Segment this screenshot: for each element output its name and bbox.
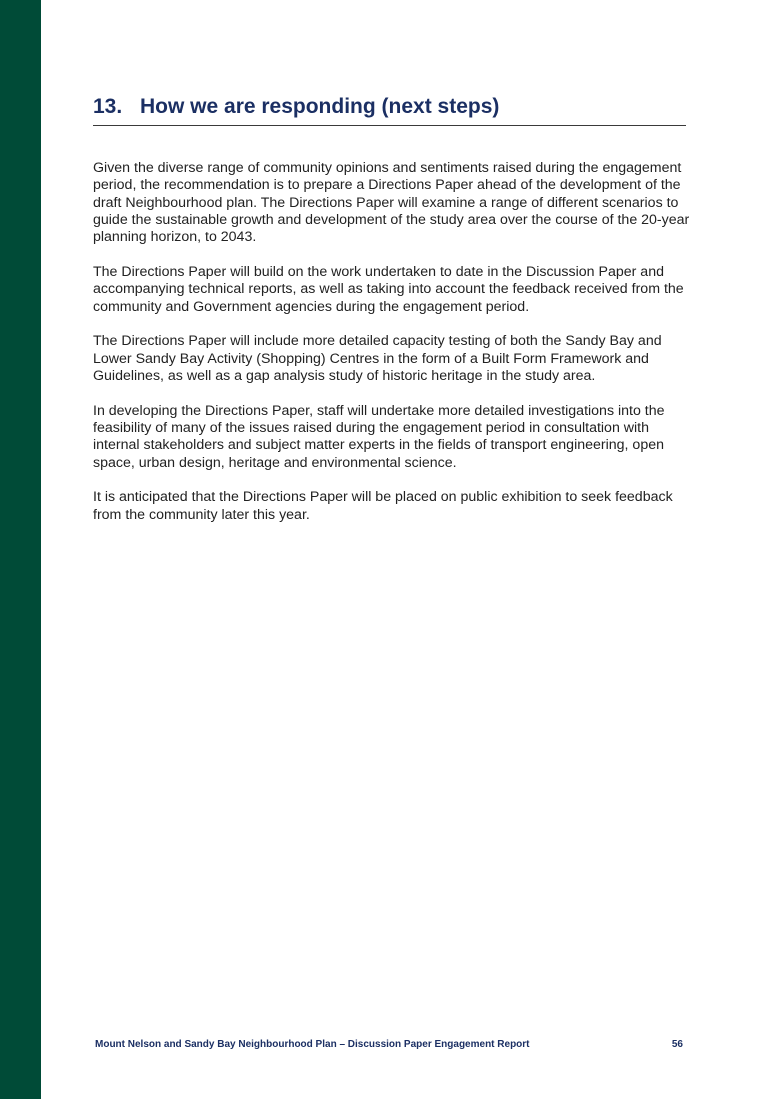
paragraph: It is anticipated that the Directions Paper will be placed on public exhibition to seek feedback from the community later this year. <box>93 489 673 523</box>
section-title: How we are responding (next steps) <box>140 95 500 118</box>
side-color-bar <box>0 0 41 1099</box>
body-content <box>93 160 693 542</box>
paragraph: In developing the Directions Paper, staff will undertake more detailed investigations into the feasibility of many of the issues raised during the engagement period in consultation with internal stakeholders and subject matter experts in the fields of transport engineering, open space, urban design, heritage and environmental science. <box>93 402 665 471</box>
page-footer <box>95 1038 685 1052</box>
paragraph: Given the diverse range of community opinions and sentiments raised during the engagement period, the recommendation is to prepare a Directions Paper ahead of the development of the draft Neighbourhood plan. The Directions Paper will examine a range of different scenarios to guide the sustainable growth and development of the study area over the course of the 20-year planning horizon, to 2043. <box>93 160 690 246</box>
section-heading <box>93 93 686 126</box>
page-number: 56 <box>671 1039 683 1050</box>
section-number: 13. <box>93 95 123 118</box>
paragraph: The Directions Paper will include more detailed capacity testing of both the Sandy Bay and Lower Sandy Bay Activity (Shopping) Centres in the form of a Built Form Framework and Guidelines, as well as a gap analysis study of historic heritage in the study area. <box>93 333 662 384</box>
paragraph: The Directions Paper will build on the work undertaken to date in the Discussion Paper and accompanying technical reports, as well as taking into account the feedback received from the community and Government agencies during the engagement period. <box>93 263 684 315</box>
footer-title: Mount Nelson and Sandy Bay Neighbourhood Plan – Discussion Paper Engagement Report <box>95 1039 530 1050</box>
